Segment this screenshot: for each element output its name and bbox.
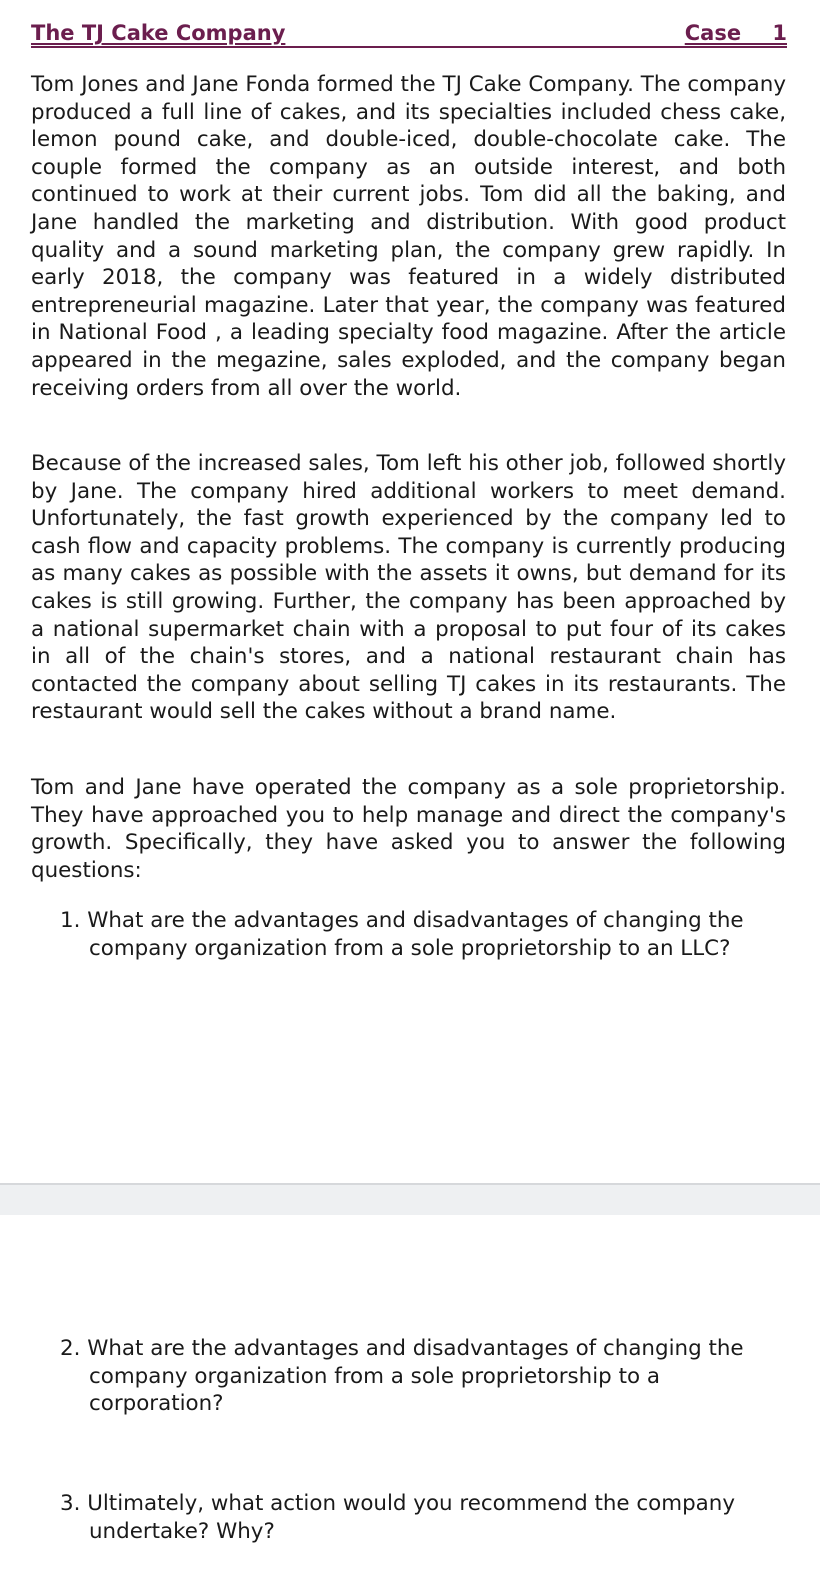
page-separator: [0, 1183, 820, 1215]
question-3: 3. Ultimately, what action would you recommend the company undertake? Why?: [60, 1491, 735, 1544]
question-1: 1. What are the advantages and disadvantages of changing the company organization from a sole proprietorship to an LLC?: [60, 908, 744, 961]
case-number: Case 1: [684, 21, 787, 45]
paragraph-request: Tom and Jane have operated the company as a sole proprietorship. They have approached you to help manage and direct the company's growth. Specifically, they have asked you to answer the following questions:: [31, 775, 786, 883]
question-2: 2. What are the advantages and disadvantages of changing the company organization from a sole proprietorship to a corporation?: [60, 1336, 744, 1417]
paragraph-growth: Because of the increased sales, Tom left his other job, followed shortly by Jane. The company hired additional workers to meet demand. Unfortunately, the fast growth experienced by the company led to cash flow and capacity problems. The company is currently producing as many cakes as possible with the assets it owns, but demand for its cakes is still growing. Further, the company has been approached by a national supermarket chain with a proposal to put four of its cakes in all of the chain's stores, and a national restaurant chain has contacted the company about selling TJ cakes in its restaurants. The restaurant would sell the cakes without a brand name.: [31, 451, 786, 725]
case-header: [31, 20, 787, 48]
paragraph-intro: Tom Jones and Jane Fonda formed the TJ Cake Company. The company produced a full line of cakes, and its specialties included chess cake, lemon pound cake, and double-iced, double-chocolate cake. The couple formed the company as an outside interest, and both continued to work at their current jobs. Tom did all the baking, and Jane handled the marketing and distribution. With good product quality and a sound marketing plan, the company grew rapidly. In early 2018, the company was featured in a widely distributed entrepreneurial magazine. Later that year, the company was featured in National Food , a leading specialty food magazine. After the article appeared in the megazine, sales exploded, and the company began receiving orders from all over the world.: [31, 72, 786, 401]
document-title: The TJ Cake Company: [31, 21, 286, 45]
